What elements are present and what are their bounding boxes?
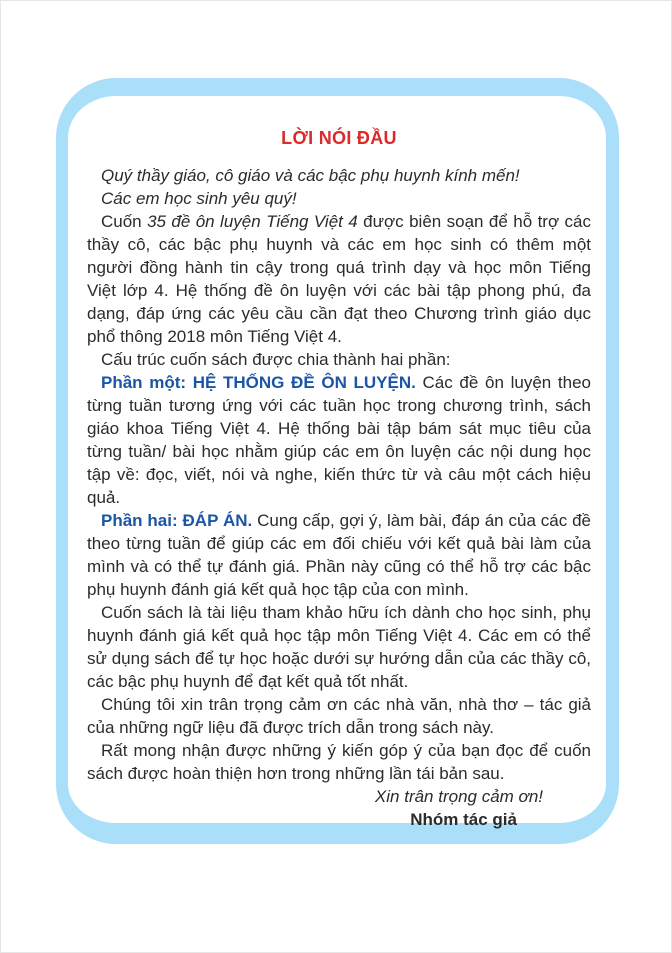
paragraph-intro bbox=[87, 210, 591, 348]
part-two-heading: Phần hai: ĐÁP ÁN. bbox=[101, 511, 253, 530]
intro-lead: Cuốn bbox=[101, 212, 148, 231]
author-group: Nhóm tác giả bbox=[410, 810, 517, 829]
paragraph-feedback: Rất mong nhận được những ý kiến góp ý của bạn đọc để cuốn sách được hoàn thiện hơn trong những lần tái bản sau. bbox=[87, 741, 591, 783]
paragraph-usage: Cuốn sách là tài liệu tham khảo hữu ích dành cho học sinh, phụ huynh đánh giá kết quả học tập môn Tiếng Việt 4. Các em có thể sử dụng sách để tự học hoặc dưới sự hướng dẫn của các thầy cô, các bậc phụ huynh để đạt kết quả tốt nhất. bbox=[87, 603, 591, 691]
part-one-body: Các đề ôn luyện theo từng tuần tương ứng với các tuần học trong chương trình, sách giáo khoa Tiếng Việt 4. Hệ thống bài tập bám sát mục tiêu của từng tuần/ bài học nhằm giúp các em ôn luyện các nội dung học tập về: đọc, viết, nói và nghe, kiến thức từ và câu một cách hiệu quả. bbox=[87, 373, 591, 507]
signoff-line: Xin trân trọng cảm ơn! bbox=[374, 787, 543, 806]
book-title-inline: 35 đề ôn luyện Tiếng Việt 4 bbox=[147, 212, 358, 231]
greeting-students: Các em học sinh yêu quý! bbox=[101, 189, 297, 208]
foreword-content bbox=[87, 127, 591, 831]
part-two-body: Cung cấp, gợi ý, làm bài, đáp án của các đề theo từng tuần để giúp các em đối chiếu với kết quả bài làm của mình và có thể tự đánh giá. Phần này cũng có thể hỗ trợ các bậc phụ huynh đánh giá kết quả học tập của con mình. bbox=[87, 511, 591, 599]
greeting-teachers: Quý thầy giáo, cô giáo và các bậc phụ huynh kính mến! bbox=[101, 166, 520, 185]
paragraph-structure: Cấu trúc cuốn sách được chia thành hai phần: bbox=[101, 350, 451, 369]
paragraph-part-two bbox=[87, 509, 591, 601]
paragraph-part-one bbox=[87, 371, 591, 509]
part-one-heading: Phần một: HỆ THỐNG ĐỀ ÔN LUYỆN. bbox=[101, 373, 416, 392]
page-title: LỜI NÓI ĐẦU bbox=[281, 128, 397, 148]
paragraph-thanks: Chúng tôi xin trân trọng cảm ơn các nhà văn, nhà thơ – tác giả của những ngữ liệu đã được trích dẫn trong sách này. bbox=[87, 695, 591, 737]
intro-rest: được biên soạn để hỗ trợ các thầy cô, các bậc phụ huynh và các em học sinh có thêm một người đồng hành tin cậy trong quá trình dạy và học môn Tiếng Việt lớp 4. Hệ thống đề ôn luyện với các bài tập phong phú, đa dạng, đáp ứng các yêu cầu cần đạt theo Chương trình giáo dục phổ thông 2018 môn Tiếng Việt 4. bbox=[87, 212, 591, 346]
